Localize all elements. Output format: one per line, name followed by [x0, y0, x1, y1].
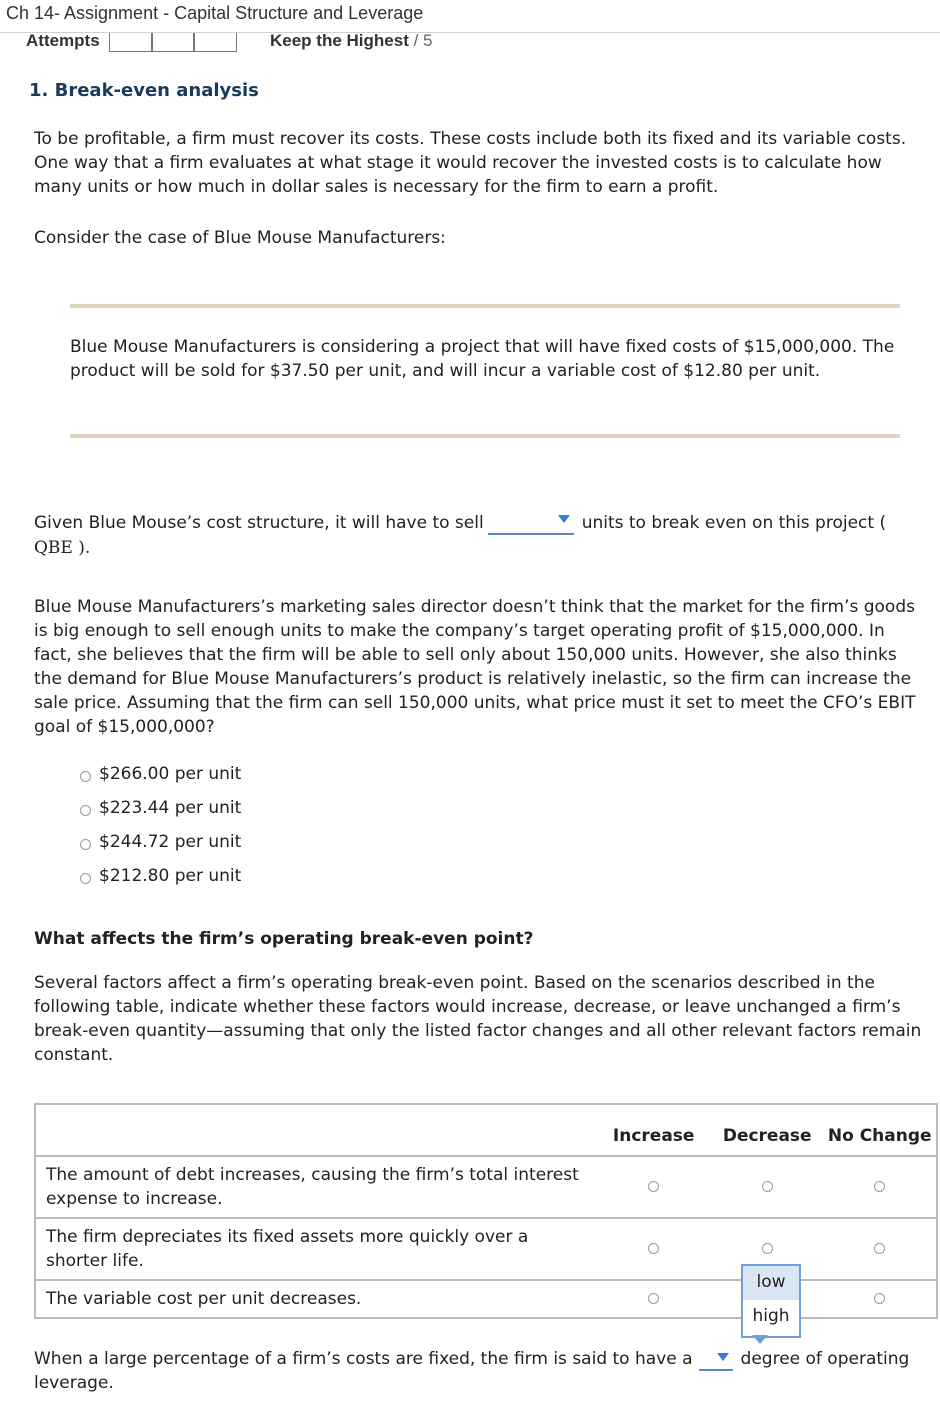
price-option-2[interactable] — [80, 796, 241, 820]
dropdown-arrow-icon — [558, 515, 570, 523]
breakeven-question — [34, 511, 886, 535]
no-change-cell[interactable] — [823, 1156, 937, 1218]
radio-icon[interactable] — [648, 1181, 659, 1192]
qbe-label: QBE ). — [34, 538, 91, 558]
leverage-question — [34, 1347, 924, 1395]
leverage-prefix: When a large percentage of a firm’s costs are fixed, the firm is said to have a — [34, 1349, 693, 1369]
page-title: Ch 14- Assignment - Capital Structure and Leverage — [6, 3, 424, 23]
case-bottom-rule — [70, 434, 900, 438]
affects-heading: What affects the firm’s operating break-even point? — [34, 929, 534, 949]
option-label: $244.72 per unit — [99, 832, 242, 852]
table-row — [35, 1218, 937, 1280]
increase-cell[interactable] — [596, 1218, 711, 1280]
case-top-rule — [70, 304, 900, 308]
leverage-suffix: degree of operating leverage. — [34, 1349, 910, 1393]
consider-paragraph: Consider the case of Blue Mouse Manufacturers: — [34, 228, 446, 248]
breakeven-suffix: units to break even on this project ( — [581, 513, 887, 533]
score-fraction: / 5 — [413, 31, 433, 50]
question-heading: 1. Break-even analysis — [29, 80, 259, 101]
radio-icon[interactable] — [648, 1293, 659, 1304]
factor-table — [34, 1103, 938, 1319]
leverage-option-high[interactable]: high — [743, 1299, 799, 1333]
radio-icon[interactable] — [874, 1181, 885, 1192]
row-description: The amount of debt increases, causing the firm’s total interest expense to increase. — [46, 1165, 579, 1209]
radio-icon[interactable] — [80, 839, 91, 850]
leverage-option-low[interactable]: low — [743, 1266, 799, 1299]
attempt-slot — [153, 33, 196, 51]
table-row — [35, 1280, 937, 1318]
leverage-dropdown[interactable] — [699, 1347, 733, 1371]
marketing-paragraph: Blue Mouse Manufacturers’s marketing sales director doesn’t think that the market for the firm’s goods is big enough to sell enough units to make the company’s target operating profit of $15,000,000. In fact, she believes that the firm will be able to sell only about 150,000 units. However, she also thinks the demand for Blue Mouse Manufacturers’s product is relatively inelastic, so the firm can increase the sale price. Assuming that the firm can sell 150,000 units, what price must it set to meet the CFO’s EBIT goal of $15,000,000? — [34, 597, 916, 737]
radio-icon[interactable] — [762, 1181, 773, 1192]
option-label: $223.44 per unit — [99, 798, 242, 818]
radio-icon[interactable] — [80, 771, 91, 782]
dropdown-arrow-icon — [717, 1353, 729, 1361]
menu-pointer-icon — [752, 1335, 768, 1344]
keep-highest-text: Keep the Highest — [270, 31, 409, 50]
breakeven-prefix: Given Blue Mouse’s cost structure, it will have to sell — [34, 513, 484, 533]
decrease-cell[interactable] — [711, 1156, 823, 1218]
affects-paragraph: Several factors affect a firm’s operating break-even point. Based on the scenarios described in the following table, indicate whether these factors would increase, decrease, or leave unchanged a firm’s break-even quantity—assuming that only the listed factor changes and all other relevant factors remain constant. — [34, 973, 922, 1065]
table-header-row — [35, 1104, 937, 1156]
column-header-no-change: No Change — [827, 1126, 932, 1146]
column-header-increase: Increase — [612, 1126, 695, 1146]
intro-paragraph: To be profitable, a firm must recover its costs. These costs include both its fixed and its variable costs. One way that a firm evaluates at what stage it would recover the invested costs is to calculate how many units or how much in dollar sales is necessary for the firm to earn a profit. — [34, 129, 907, 197]
table-row — [35, 1156, 937, 1218]
price-option-4[interactable] — [80, 864, 241, 888]
radio-icon[interactable] — [874, 1293, 885, 1304]
attempt-slot — [110, 33, 153, 51]
no-change-cell[interactable] — [823, 1218, 937, 1280]
option-label: $212.80 per unit — [99, 866, 242, 886]
option-label: $266.00 per unit — [99, 764, 242, 784]
attempts-indicator — [109, 33, 237, 52]
increase-cell[interactable] — [596, 1156, 711, 1218]
attempt-slot — [195, 33, 236, 51]
row-description: The firm depreciates its fixed assets more quickly over a shorter life. — [46, 1227, 529, 1271]
radio-icon[interactable] — [648, 1243, 659, 1254]
radio-icon[interactable] — [762, 1243, 773, 1254]
radio-icon[interactable] — [80, 873, 91, 884]
breakeven-units-dropdown[interactable] — [488, 511, 574, 535]
no-change-cell[interactable] — [823, 1280, 937, 1318]
column-header-decrease: Decrease — [722, 1126, 812, 1146]
attempts-label: Attempts — [26, 31, 100, 50]
increase-cell[interactable] — [596, 1280, 711, 1318]
keep-highest-label — [270, 31, 433, 51]
price-option-3[interactable] — [80, 830, 241, 854]
price-option-1[interactable] — [80, 762, 241, 786]
row-description: The variable cost per unit decreases. — [46, 1289, 362, 1309]
radio-icon[interactable] — [874, 1243, 885, 1254]
case-description: Blue Mouse Manufacturers is considering a project that will have fixed costs of $15,000,000. The product will be sold for $37.50 per unit, and will incur a variable cost of $12.80 per unit. — [70, 337, 895, 381]
radio-icon[interactable] — [80, 805, 91, 816]
leverage-dropdown-menu — [741, 1264, 801, 1338]
table-header-blank — [35, 1104, 596, 1156]
